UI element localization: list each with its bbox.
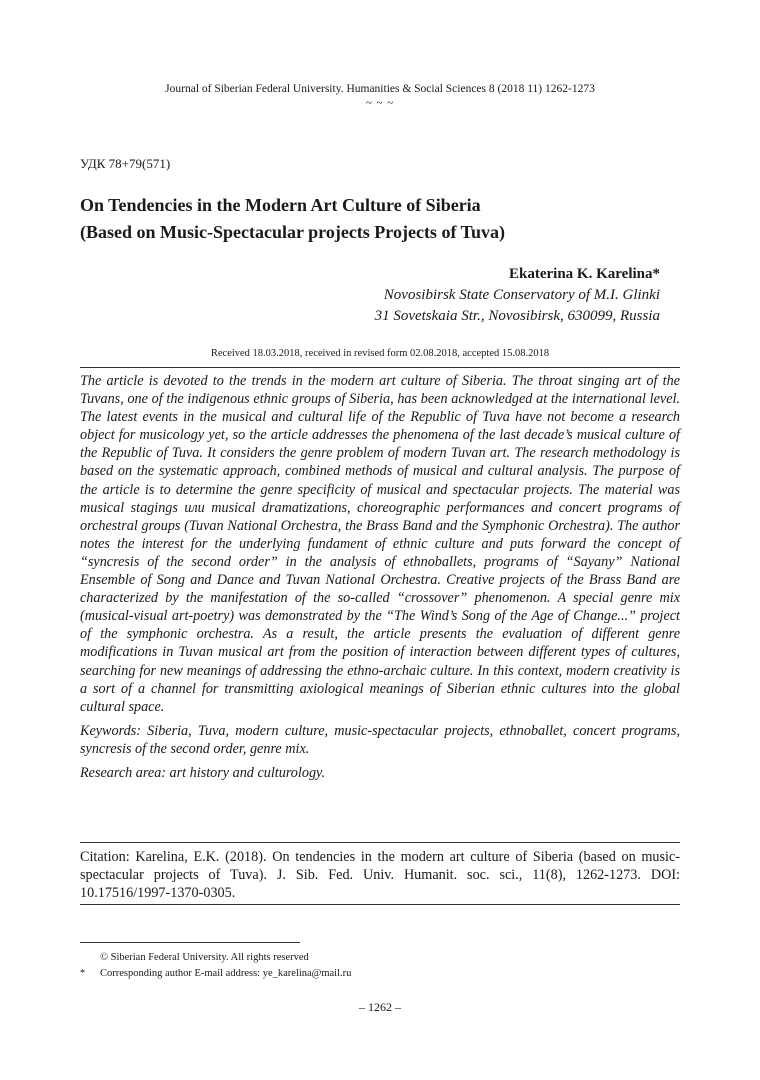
page-number: – 1262 – <box>359 1000 401 1014</box>
footnote-text: © Siberian Federal University. All rights reserved <box>100 952 309 963</box>
footnote-copyright <box>80 950 680 966</box>
author-affiliation: Novosibirsk State Conservatory of M.I. Glinki <box>383 287 660 303</box>
header-separator: ~ ~ ~ <box>365 97 395 109</box>
article-title <box>80 192 680 246</box>
footnote-text: Corresponding author E-mail address: ye_karelina@mail.ru <box>100 968 352 979</box>
received-dates: Received 18.03.2018, received in revised form 02.08.2018, accepted 15.08.2018 <box>210 348 550 359</box>
footnote-divider <box>80 942 300 943</box>
footnote-mark: * <box>80 968 86 979</box>
title-line-1: On Tendencies in the Modern Art Culture of Siberia <box>80 195 481 215</box>
footnote-mark <box>80 950 100 966</box>
divider-citation-top <box>80 842 680 843</box>
footnotes <box>80 950 680 982</box>
abstract-text: The article is devoted to the trends in the modern art culture of Siberia. The throat singing art of the Tuvans, one of the indigenous ethnic groups of Siberia, has been acknowledged at the international level. The latest events in the musical and cultural life of the Republic of Tuva have not become a research object for musicology yet, so the article addresses the phenomena of the last decade’s musical culture of the Republic of Tuva. It considers the genre problem of modern Tuvan art. The research methodology is based on the systematic approach, combined methods of musical and cultural analysis. The purpose of the article is to determine the genre specificity of musical and spectacular projects. The material was musical stagings или musical dramatizations, choreographic performances and concert programs of orchestral groups (Tuvan National Orchestra, the Brass Band and the Symphonic Orchestra). The author notes the interest for the underlying fundament of ethnic culture and puts forward the concept of “syncresis of the second order” in the analysis of ethnoballets, programs of “Sayany” National Ensemble of Song and Dance and Tuvan National Orchestra. Creative projects of the Brass Band are characterized by the manifestation of the so-called “crossover” phenomenon. A special genre mix (musical-visual art-poetry) was demonstrated by the “The Wind’s Song of the Age of Change...” project of the symphonic orchestra. As a result, the article presents the evaluation of different genre modifications in Tuvan musical art from the position of interaction between different types of cultures, searching for new meanings of addressing the ethno-archaic culture. In this context, modern creativity is a sort of a channel for transmitting axiological meanings of Siberian ethnic cultures into the global cultural space. <box>80 373 680 715</box>
divider-citation-bottom <box>80 904 680 905</box>
author-name: Ekaterina K. Karelina* <box>509 266 660 282</box>
journal-title: Journal of Siberian Federal University. Humanities & Social Sciences 8 (2018 11) 1262-1273 <box>165 83 595 95</box>
research-area: Research area: art history and culturology. <box>80 764 326 781</box>
udk-code: УДК 78+79(571) <box>80 156 171 171</box>
journal-header <box>0 82 760 110</box>
keywords: Keywords: Siberia, Tuva, modern culture, music-spectacular projects, ethnoballet, concert programs, syncresis of the second order, genre mix. <box>80 722 680 757</box>
author-address: 31 Sovetskaia Str., Novosibirsk, 630099, Russia <box>374 308 660 324</box>
abstract-section <box>80 372 680 788</box>
divider-top <box>80 367 680 368</box>
citation: Citation: Karelina, E.K. (2018). On tendencies in the modern art culture of Siberia (based on music-spectacular projects of Tuva). J. Sib. Fed. Univ. Humanit. soc. sci., 11(8), 1262-1273. DOI: 10.17516/1997-1370-0305. <box>80 849 680 902</box>
title-line-2: (Based on Music-Spectacular projects Projects of Tuva) <box>80 222 505 242</box>
footnote-email <box>80 966 680 982</box>
author-block <box>375 264 660 327</box>
